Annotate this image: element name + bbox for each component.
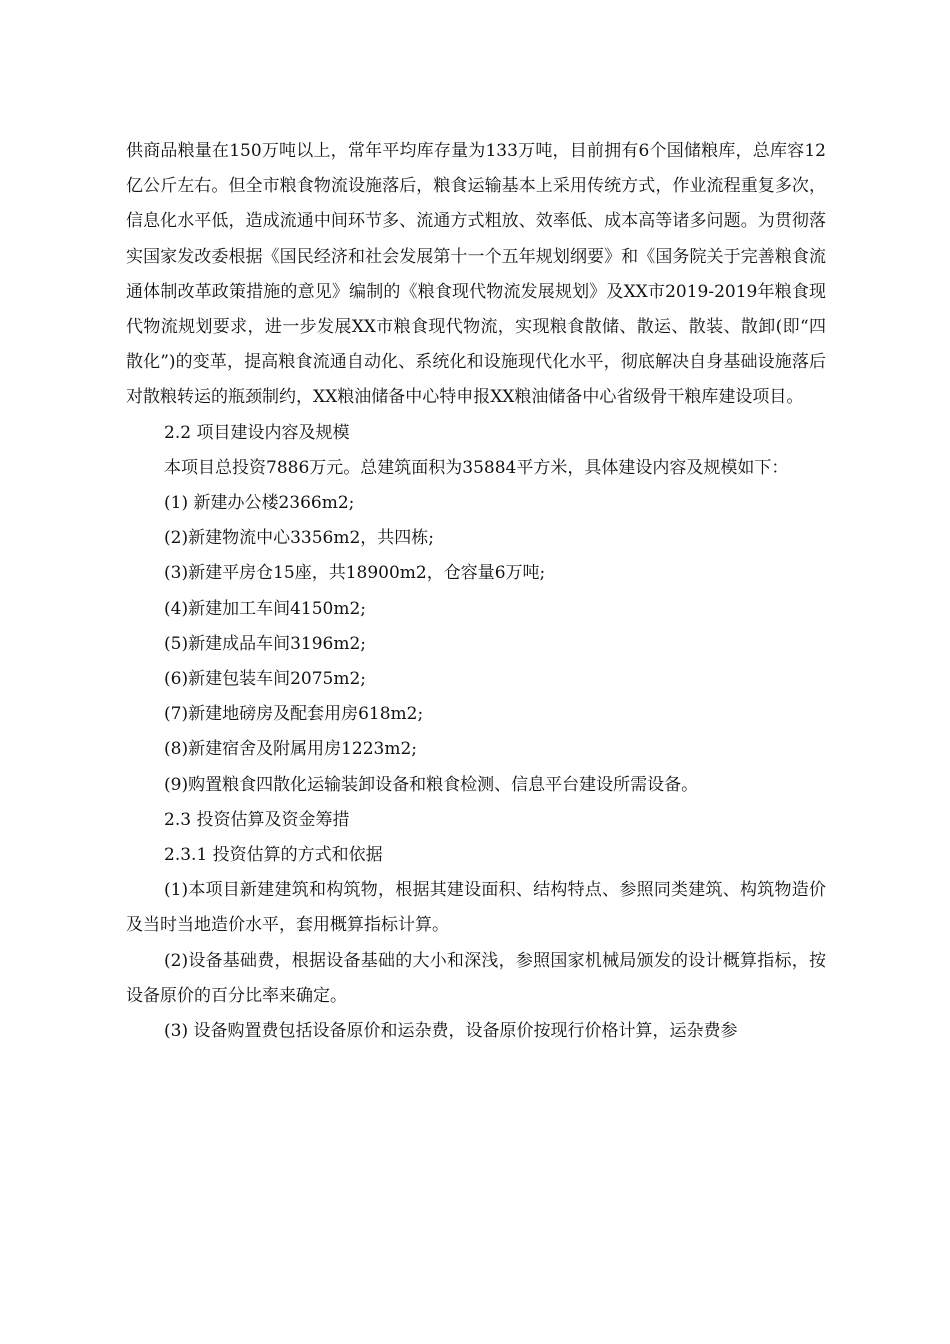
list-item: (2)新建物流中心3356m2，共四栋; <box>164 528 435 549</box>
construction-items-list <box>126 486 826 803</box>
section-2-2-summary: 本项目总投资7886万元。总建筑面积为35884平方米，具体建设内容及规模如下： <box>164 457 789 478</box>
list-item: (9)购置粮食四散化运输装卸设备和粮食检测、信息平台建设所需设备。 <box>164 774 699 795</box>
list-item: (4)新建加工车间4150m2; <box>164 598 367 619</box>
document-body <box>126 134 826 1049</box>
section-heading-2-3: 2.3 投资估算及资金筹措 <box>164 809 350 830</box>
list-item: (1) 新建办公楼2366m2; <box>164 493 355 514</box>
intro-paragraph: 供商品粮量在150万吨以上，常年平均库存量为133万吨，目前拥有6个国储粮库，总库容12亿公斤左右。但全市粮食物流设施落后，粮食运输基本上采用传统方式，作业流程重复多次，信息化水平低，造成流通中间环节多、流通方式粗放、效率低、成本高等诸多问题。为贯彻落实国家发改委根据《国民经济和社会发展第十一个五年规划纲要》和《国务院关于完善粮食流通体制改革政策措施的意见》编制的《粮食现代物流发展规划》及XX市2019-2019年粮食现代物流规划要求，进一步发展XX市粮食现代物流，实现粮食散储、散运、散装、散卸(即“四散化”)的变革，提高粮食流通自动化、系统化和设施现代化水平，彻底解决自身基础设施落后对散粮转运的瓶颈制约，XX粮油储备中心特申报XX粮油储备中心省级骨干粮库建设项目。 <box>126 141 826 408</box>
list-item: (5)新建成品车间3196m2; <box>164 633 367 654</box>
list-item: (8)新建宿舍及附属用房1223m2; <box>164 739 418 760</box>
estimation-paragraph: (3) 设备购置费包括设备原价和运杂费，设备原价按现行价格计算，运杂费参 <box>164 1021 738 1042</box>
list-item: (6)新建包装车间2075m2; <box>164 669 367 690</box>
estimation-paragraph: (2)设备基础费，根据设备基础的大小和深浅，参照国家机械局颁发的设计概算指标，按设备原价的百分比率来确定。 <box>126 950 826 1006</box>
list-item: (3)新建平房仓15座，共18900m2，仓容量6万吨; <box>164 563 546 584</box>
section-heading-2-3-1: 2.3.1 投资估算的方式和依据 <box>164 845 383 866</box>
list-item: (7)新建地磅房及配套用房618m2; <box>164 704 424 725</box>
section-heading-2-2: 2.2 项目建设内容及规模 <box>164 422 350 443</box>
estimation-paragraph: (1)本项目新建建筑和构筑物，根据其建设面积、结构特点、参照同类建筑、构筑物造价及当时当地造价水平，套用概算指标计算。 <box>126 880 826 936</box>
